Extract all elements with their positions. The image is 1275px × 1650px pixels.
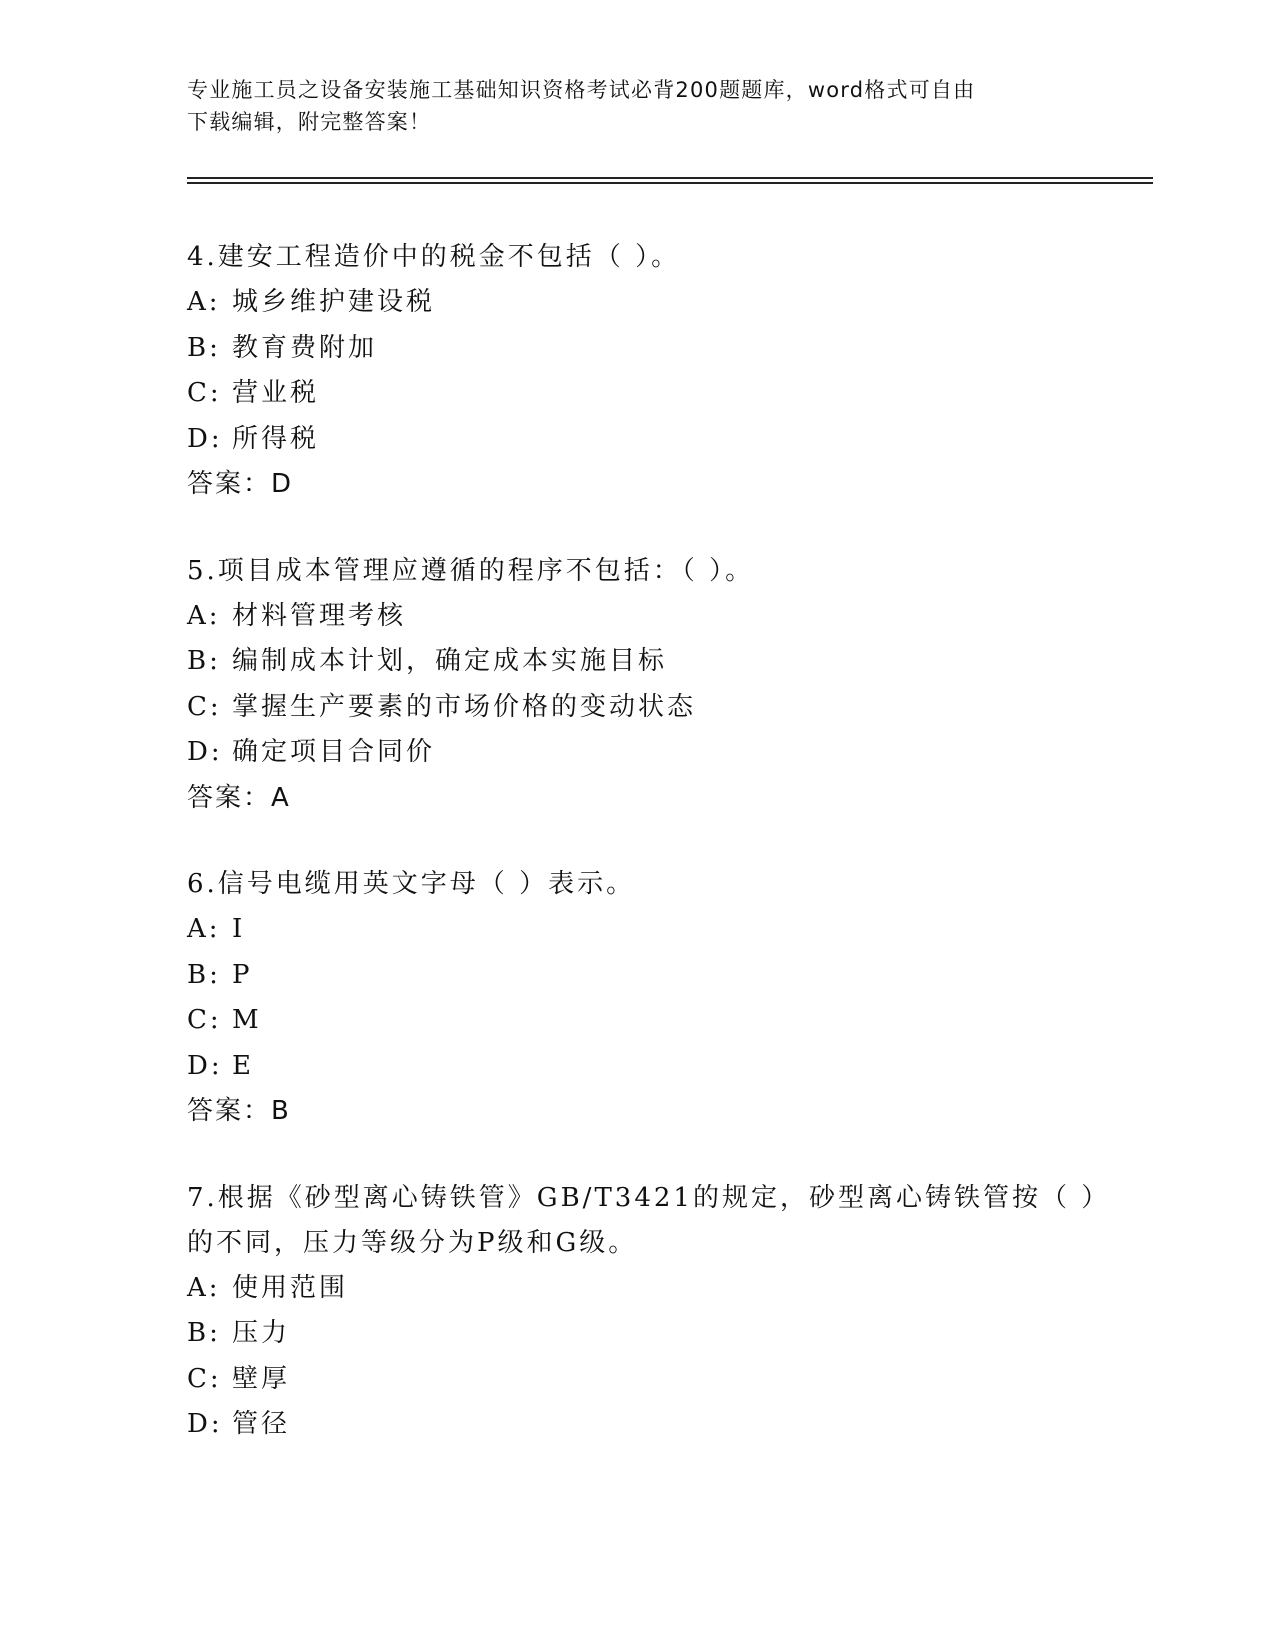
option-text: I xyxy=(232,914,246,944)
option-key: D: xyxy=(187,737,223,767)
option-text: 确定项目合同价 xyxy=(232,737,436,767)
question-stem-line-2: 的不同，压力等级分为P级和G级。 xyxy=(187,1227,638,1258)
document-header xyxy=(187,74,1087,138)
option-b xyxy=(187,326,1127,372)
header-rule-top xyxy=(187,177,1153,179)
option-c xyxy=(187,1357,1127,1403)
option-text: 城乡维护建设税 xyxy=(232,287,436,317)
option-key: C: xyxy=(187,691,222,722)
option-key: C: xyxy=(187,1005,222,1035)
option-c xyxy=(187,371,1127,417)
option-b xyxy=(187,1311,1127,1357)
question-stem: 6.信号电缆用英文字母（ ）表示。 xyxy=(187,869,636,899)
option-a xyxy=(187,1266,1127,1312)
option-key: D: xyxy=(187,423,223,454)
question-7 xyxy=(187,1176,1127,1448)
question-5 xyxy=(187,549,1127,822)
option-text: 压力 xyxy=(232,1318,291,1348)
option-key: B: xyxy=(187,959,221,990)
option-key: A: xyxy=(187,1272,221,1303)
option-c xyxy=(187,998,1127,1044)
option-text: 营业税 xyxy=(232,378,320,408)
option-key: B: xyxy=(187,332,221,363)
option-text: 所得税 xyxy=(232,423,320,454)
question-stem: 4.建安工程造价中的税金不包括（ ）。 xyxy=(187,242,681,272)
option-a xyxy=(187,594,1127,640)
option-text: 材料管理考核 xyxy=(232,600,407,631)
option-key: D: xyxy=(187,1050,223,1081)
option-text: 管径 xyxy=(232,1409,291,1439)
question-list xyxy=(187,235,1127,1489)
question-stem: 5.项目成本管理应遵循的程序不包括：（ ）。 xyxy=(187,555,755,586)
option-d xyxy=(187,730,1127,776)
option-a xyxy=(187,280,1127,326)
option-c xyxy=(187,685,1127,731)
option-text: P xyxy=(232,959,253,990)
question-6 xyxy=(187,862,1127,1135)
question-4 xyxy=(187,235,1127,508)
option-key: A: xyxy=(187,914,221,944)
option-text: 壁厚 xyxy=(232,1363,291,1394)
option-text: 掌握生产要素的市场价格的变动状态 xyxy=(232,691,697,722)
question-stem-line-1: 7.根据《砂型离心铸铁管》GB/T3421的规定，砂型离心铸铁管按（ ） xyxy=(187,1182,1111,1213)
header-line-1: 专业施工员之设备安装施工基础知识资格考试必背200题题库，word格式可自由 xyxy=(187,78,976,102)
option-key: B: xyxy=(187,1318,221,1348)
option-key: C: xyxy=(187,1363,222,1394)
option-text: 编制成本计划，确定成本实施目标 xyxy=(232,646,668,676)
option-key: C: xyxy=(187,378,222,408)
option-text: 教育费附加 xyxy=(232,332,378,363)
option-text: E xyxy=(232,1050,254,1081)
header-rule-bottom xyxy=(187,182,1153,184)
option-text: M xyxy=(232,1005,262,1035)
answer: 答案：B xyxy=(187,1096,291,1126)
option-d xyxy=(187,417,1127,463)
answer: 答案：D xyxy=(187,469,294,499)
answer: 答案：A xyxy=(187,782,291,813)
option-d xyxy=(187,1044,1127,1090)
header-line-2: 下载编辑，附完整答案！ xyxy=(187,110,432,134)
option-b xyxy=(187,953,1127,999)
option-a xyxy=(187,907,1127,953)
option-key: A: xyxy=(187,287,221,317)
option-text: 使用范围 xyxy=(232,1272,349,1303)
option-key: B: xyxy=(187,646,221,676)
option-key: D: xyxy=(187,1409,223,1439)
option-key: A: xyxy=(187,600,221,631)
option-d xyxy=(187,1402,1127,1448)
option-b xyxy=(187,639,1127,685)
